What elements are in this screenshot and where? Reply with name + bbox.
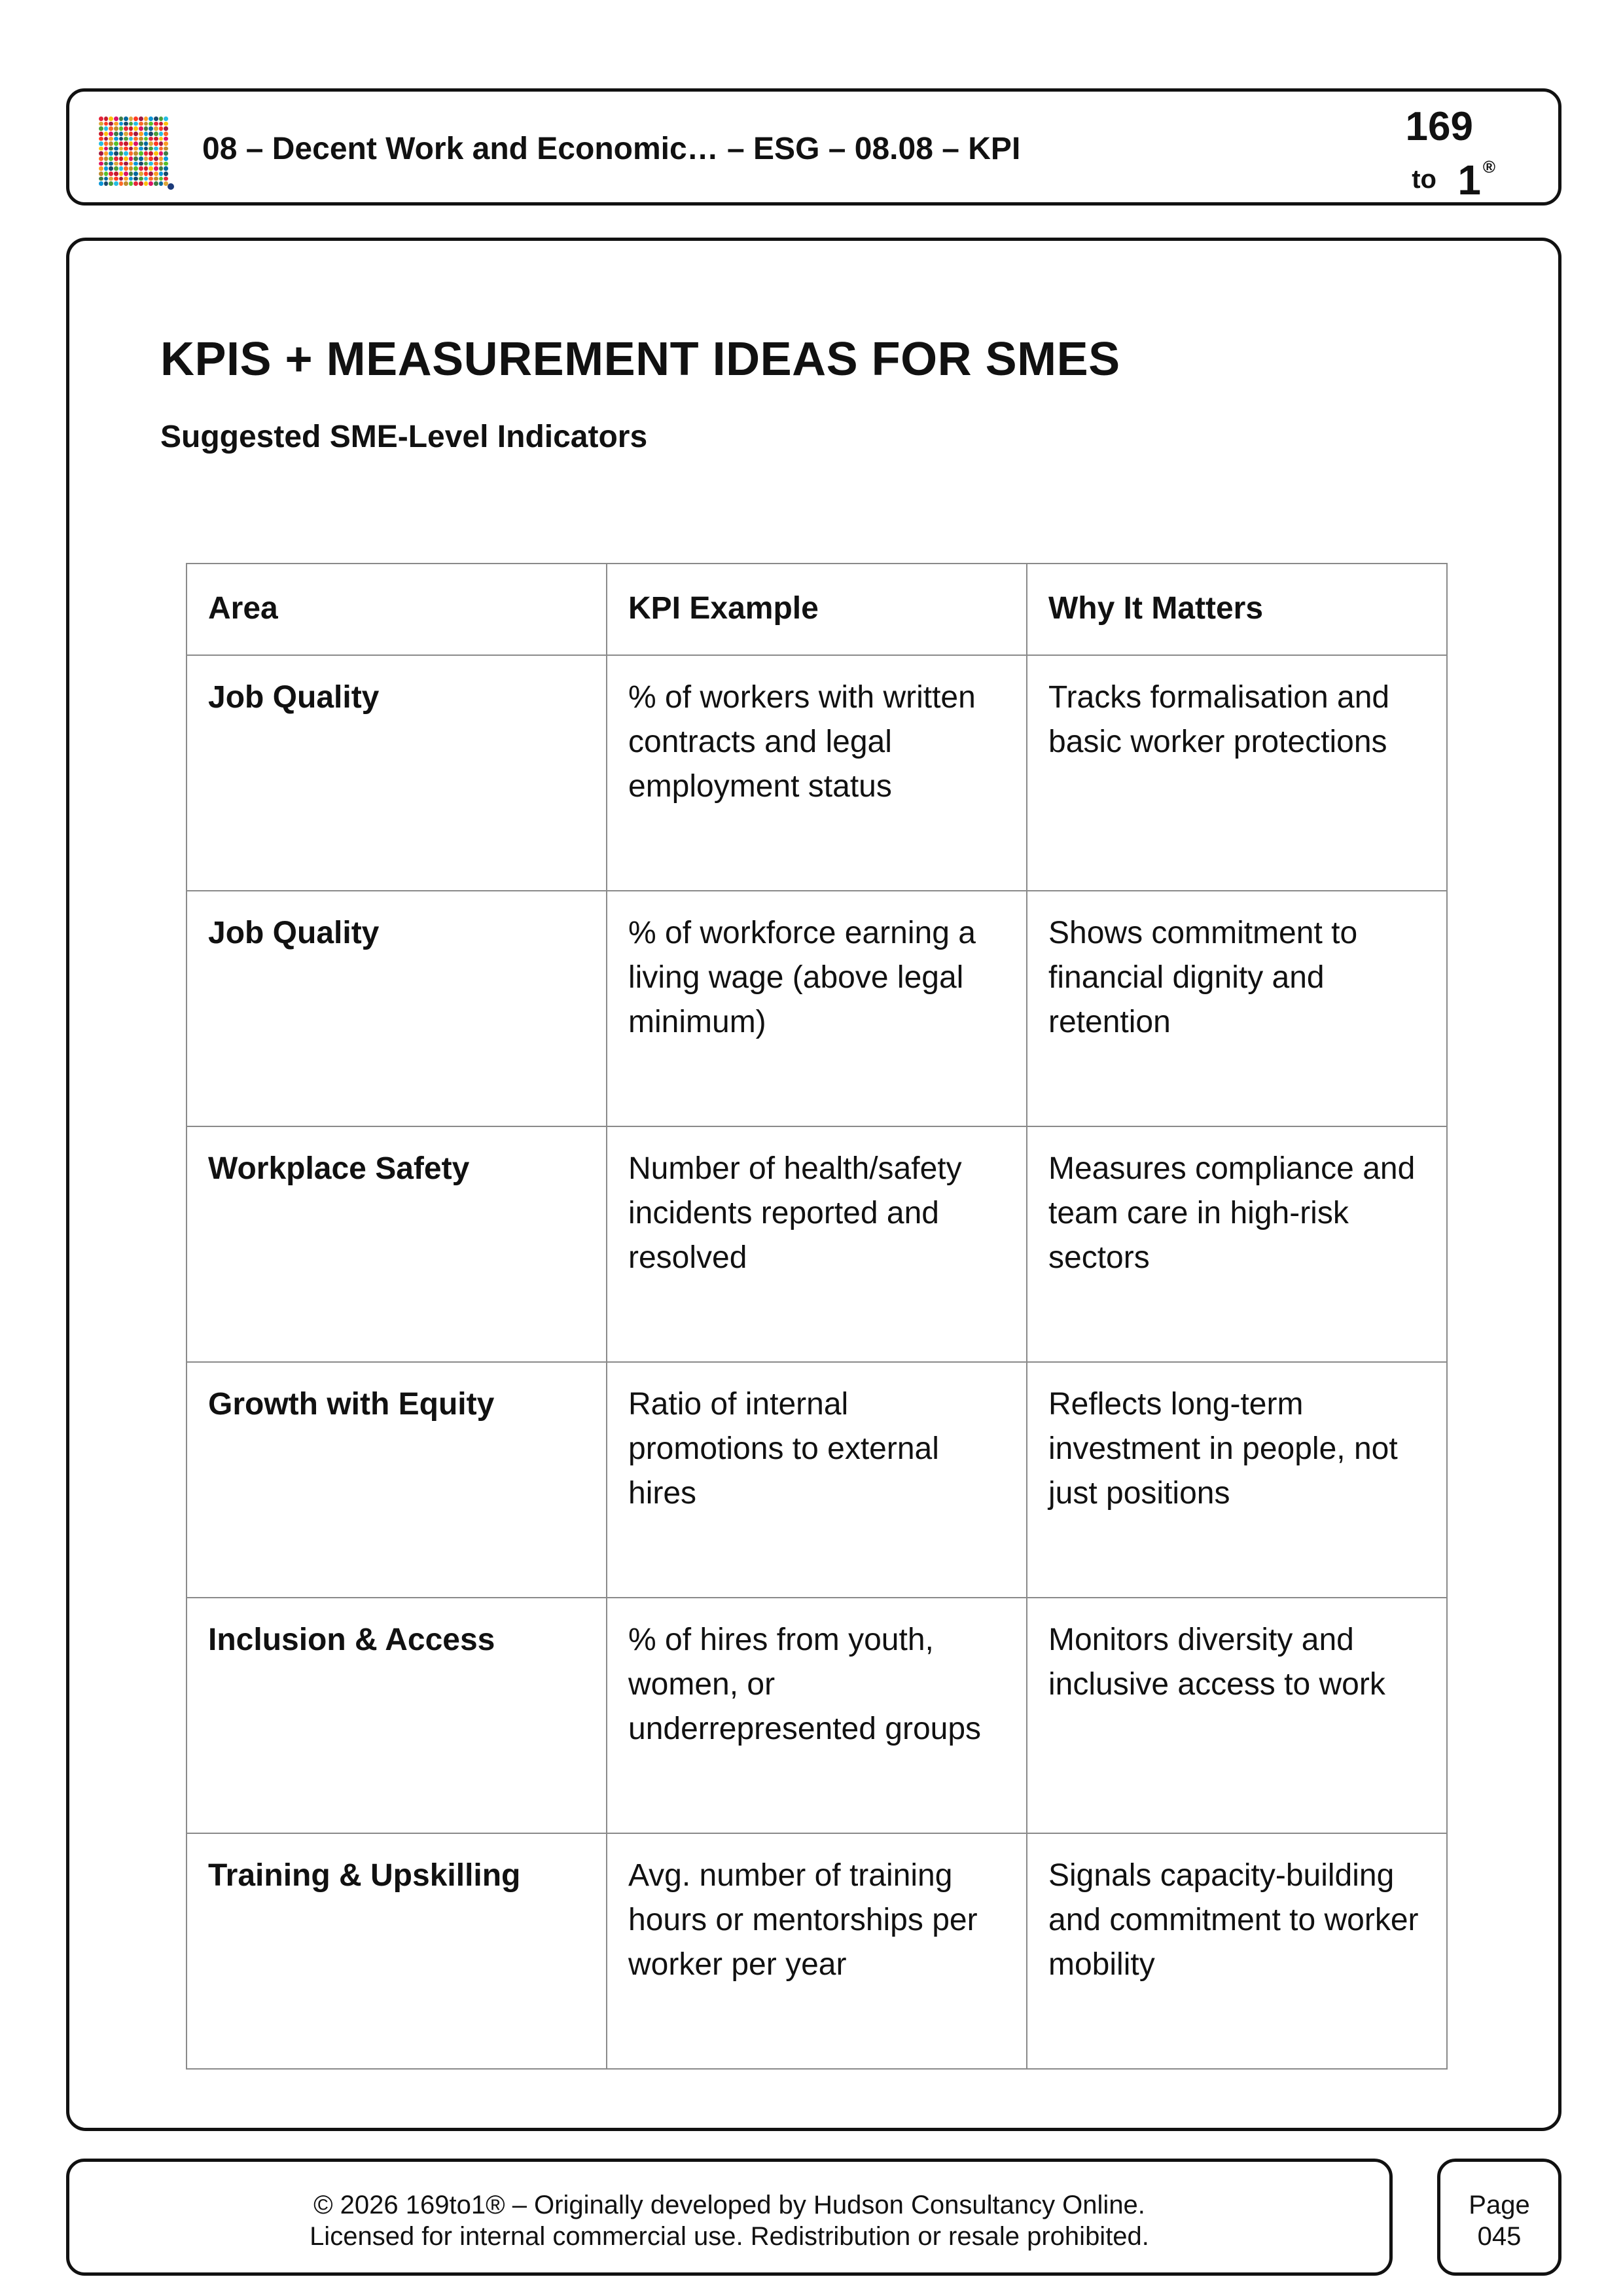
logo-dot-cell: [149, 171, 153, 176]
logo-dot-cell: [164, 177, 168, 181]
logo-dot-cell: [129, 126, 134, 131]
page-number-box: [1437, 2159, 1561, 2276]
logo-dot-cell: [124, 122, 128, 126]
logo-dot-cell: [144, 162, 149, 166]
logo-dot-cell: [124, 162, 128, 166]
area-cell: Job Quality: [187, 655, 607, 891]
logo-dot-cell: [139, 151, 143, 156]
logo-dot-cell: [164, 117, 168, 121]
logo-dot-cell: [164, 137, 168, 141]
logo-dot-cell: [139, 132, 143, 136]
logo-dot-cell: [99, 132, 103, 136]
logo-dot-cell: [144, 147, 149, 151]
logo-dot-cell: [164, 141, 168, 146]
logo-dot-cell: [114, 177, 118, 181]
logo-dot-cell: [114, 171, 118, 176]
header-why-it-matters: Why It Matters: [1027, 564, 1447, 655]
logo-dot-cell: [134, 177, 138, 181]
content-panel: [66, 238, 1561, 2131]
logo-dot-cell: [119, 122, 124, 126]
header-bar: [66, 88, 1561, 206]
area-cell: Inclusion & Access: [187, 1598, 607, 1833]
logo-dot-cell: [109, 171, 113, 176]
logo-dot-cell: [154, 177, 158, 181]
logo-dot-cell: [114, 126, 118, 131]
area-cell: Growth with Equity: [187, 1362, 607, 1598]
logo-dot-cell: [119, 151, 124, 156]
logo-dot-cell: [139, 162, 143, 166]
logo-dot-cell: [109, 141, 113, 146]
logo-dot-cell: [119, 137, 124, 141]
why-cell: Tracks formalisation and basic worker protections: [1027, 655, 1447, 891]
logo-dot-cell: [154, 171, 158, 176]
logo-dot-cell: [144, 117, 149, 121]
kpi-table: [186, 563, 1448, 2070]
why-cell: Shows commitment to financial dignity and retention: [1027, 891, 1447, 1126]
logo-dot-cell: [99, 162, 103, 166]
logo-dot-cell: [104, 177, 109, 181]
logo-dot-cell: [139, 171, 143, 176]
table-row: [187, 1598, 1447, 1833]
logo-dot-cell: [124, 137, 128, 141]
footer-notice: [66, 2159, 1393, 2276]
logo-dot-cell: [104, 122, 109, 126]
logo-dot-cell: [144, 151, 149, 156]
logo-dot-cell: [119, 117, 124, 121]
logo-dot-cell: [99, 166, 103, 171]
logo-dot-cell: [129, 141, 134, 146]
logo-dot-cell: [149, 177, 153, 181]
logo-dot-cell: [139, 147, 143, 151]
license-text: Licensed for internal commercial use. Redistribution or resale prohibited.: [310, 2222, 1149, 2251]
logo-dot-cell: [124, 117, 128, 121]
logo-dot-cell: [109, 117, 113, 121]
logo-dot-cell: [134, 171, 138, 176]
logo-dot-cell: [159, 156, 164, 161]
logo-dot-cell: [144, 177, 149, 181]
logo-dot-cell: [109, 126, 113, 131]
logo-dot-cell: [129, 181, 134, 186]
logo-dot-cell: [154, 151, 158, 156]
logo-dot-cell: [119, 156, 124, 161]
page-number: 045: [1477, 2222, 1522, 2251]
logo-dot-cell: [124, 132, 128, 136]
logo-dot-cell: [134, 137, 138, 141]
logo-dot-cell: [99, 156, 103, 161]
logo-dot-cell: [159, 137, 164, 141]
logo-dot-cell: [104, 126, 109, 131]
logo-dot-cell: [149, 132, 153, 136]
logo-dot-cell: [149, 141, 153, 146]
logo-dot-cell: [159, 122, 164, 126]
logo-dot-cell: [149, 166, 153, 171]
logo-dot-cell: [124, 177, 128, 181]
logo-dot-cell: [159, 126, 164, 131]
logo-dot-cell: [144, 122, 149, 126]
logo-dot-cell: [159, 166, 164, 171]
brand-logo: [1401, 98, 1499, 204]
brand-one: 1: [1457, 156, 1481, 204]
logo-dot-cell: [124, 171, 128, 176]
kpi-cell: % of workers with written contracts and legal employment status: [607, 655, 1027, 891]
logo-dot-cell: [104, 156, 109, 161]
logo-dot-cell: [114, 162, 118, 166]
brand-to: to: [1412, 165, 1436, 194]
logo-dot-cell: [134, 181, 138, 186]
logo-dot-cell: [114, 147, 118, 151]
logo-dot-cell: [124, 141, 128, 146]
logo-dot-cell: [114, 132, 118, 136]
area-cell: Job Quality: [187, 891, 607, 1126]
logo-dot-cell: [129, 122, 134, 126]
table-row: [187, 1362, 1447, 1598]
logo-dot-cell: [99, 151, 103, 156]
logo-dot-cell: [164, 147, 168, 151]
logo-dot-cell: [104, 181, 109, 186]
logo-dot-cell: [144, 156, 149, 161]
kpi-cell: Number of health/safety incidents reported and resolved: [607, 1126, 1027, 1362]
logo-dot-cell: [134, 132, 138, 136]
logo-dot-cell: [139, 166, 143, 171]
logo-dot-cell: [119, 162, 124, 166]
logo-dot-cell: [134, 166, 138, 171]
logo-dot-cell: [104, 132, 109, 136]
logo-dot-cell: [129, 166, 134, 171]
logo-dot-cell: [99, 181, 103, 186]
logo-dot-cell: [104, 117, 109, 121]
brand-registered: ®: [1482, 157, 1495, 177]
logo-dot-cell: [149, 137, 153, 141]
logo-dot-cell: [129, 151, 134, 156]
logo-dot-cell: [144, 181, 149, 186]
logo-dot-cell: [114, 141, 118, 146]
logo-dot-cell: [139, 156, 143, 161]
logo-dot-cell: [164, 151, 168, 156]
logo-dot-cell: [109, 147, 113, 151]
why-cell: Measures compliance and team care in high-risk sectors: [1027, 1126, 1447, 1362]
why-cell: Reflects long-term investment in people, not just positions: [1027, 1362, 1447, 1598]
logo-dot-cell: [104, 162, 109, 166]
logo-dot-cell: [159, 141, 164, 146]
logo-dot-cell: [149, 156, 153, 161]
logo-dot-cell: [159, 147, 164, 151]
logo-dot-cell: [109, 137, 113, 141]
logo-dot-cell: [149, 162, 153, 166]
logo-dot-cell: [109, 177, 113, 181]
logo-dot-cell: [104, 171, 109, 176]
logo-dot-cell: [119, 132, 124, 136]
kpi-cell: % of workforce earning a living wage (above legal minimum): [607, 891, 1027, 1126]
logo-dot-cell: [149, 126, 153, 131]
logo-dot-cell: [99, 137, 103, 141]
logo-dot-cell: [154, 141, 158, 146]
logo-dot-cell: [129, 162, 134, 166]
logo-dot-cell: [164, 162, 168, 166]
logo-dot-cell: [114, 122, 118, 126]
area-cell: Training & Upskilling: [187, 1833, 607, 2069]
logo-dot-cell: [154, 117, 158, 121]
logo-dot-cell: [134, 162, 138, 166]
logo-dot-cell: [124, 181, 128, 186]
logo-dot-cell: [129, 137, 134, 141]
page-title: KPIS + MEASUREMENT IDEAS FOR SMES: [160, 333, 1120, 386]
table-row: [187, 891, 1447, 1126]
kpi-cell: Ratio of internal promotions to external hires: [607, 1362, 1027, 1598]
logo-dot-cell: [144, 137, 149, 141]
logo-dot-cell: [144, 141, 149, 146]
logo-dot-cell: [134, 126, 138, 131]
logo-dot-cell: [154, 162, 158, 166]
logo-dot-cell: [129, 117, 134, 121]
logo-dot-cell: [134, 117, 138, 121]
document-title: 08 – Decent Work and Economic… – ESG – 08.08 – KPI: [202, 132, 1021, 166]
logo-dot-cell: [149, 117, 153, 121]
logo-dot-cell: [149, 151, 153, 156]
logo-dot-cell: [164, 132, 168, 136]
logo-dot-cell: [119, 166, 124, 171]
logo-dot-cell: [149, 181, 153, 186]
logo-dot-cell: [129, 171, 134, 176]
logo-dot-cell: [129, 156, 134, 161]
logo-dot-cell: [129, 132, 134, 136]
logo-dot-cell: [144, 171, 149, 176]
logo-dot-cell: [154, 156, 158, 161]
logo-dot-cell: [159, 151, 164, 156]
logo-dot-cell: [109, 166, 113, 171]
logo-dot-cell: [139, 137, 143, 141]
logo-dot-cell: [104, 137, 109, 141]
logo-dot-cell: [164, 126, 168, 131]
logo-dot-cell: [144, 132, 149, 136]
logo-dot-cell: [159, 162, 164, 166]
logo-dot-cell: [104, 166, 109, 171]
logo-dot-cell: [134, 141, 138, 146]
logo-dot-cell: [134, 151, 138, 156]
logo-dot-cell: [114, 156, 118, 161]
logo-dot-cell: [119, 126, 124, 131]
logo-dot-cell: [154, 122, 158, 126]
logo-dot-cell: [99, 122, 103, 126]
logo-dot-cell: [134, 122, 138, 126]
logo-dot-cell: [124, 126, 128, 131]
logo-dot-cell: [104, 141, 109, 146]
page-subtitle: Suggested SME-Level Indicators: [160, 420, 648, 454]
logo-dot-cell: [154, 166, 158, 171]
logo-dot-cell: [99, 147, 103, 151]
logo-dot-cell: [104, 151, 109, 156]
logo-dot-cell: [164, 166, 168, 171]
copyright-text: © 2026 169to1® – Originally developed by Hudson Consultancy Online.: [313, 2191, 1145, 2219]
logo-dot-cell: [114, 166, 118, 171]
logo-dot-cell: [139, 181, 143, 186]
header-kpi-example: KPI Example: [607, 564, 1027, 655]
logo-dot-cell: [129, 147, 134, 151]
logo-dot-cell: [139, 126, 143, 131]
logo-dot: [168, 183, 174, 190]
logo-dot-cell: [154, 137, 158, 141]
logo-dot-cell: [139, 177, 143, 181]
logo-dot-cell: [139, 141, 143, 146]
logo-dot-cell: [139, 122, 143, 126]
logo-dot-cell: [124, 166, 128, 171]
header-area: Area: [187, 564, 607, 655]
logo-dot-cell: [109, 122, 113, 126]
table-row: [187, 1126, 1447, 1362]
logo-dot-cell: [149, 147, 153, 151]
logo-dot-cell: [104, 147, 109, 151]
table-row: [187, 655, 1447, 891]
logo-dot-cell: [99, 171, 103, 176]
logo-dot-cell: [139, 117, 143, 121]
logo-dot-cell: [119, 171, 124, 176]
logo-dot-cell: [159, 132, 164, 136]
logo-dot-cell: [159, 171, 164, 176]
logo-dot-cell: [109, 162, 113, 166]
logo-dot-cell: [149, 122, 153, 126]
logo-dot-cell: [124, 156, 128, 161]
logo-dot-cell: [99, 126, 103, 131]
logo-dot-cell: [134, 147, 138, 151]
logo-dot-cell: [114, 151, 118, 156]
logo-dot-cell: [114, 181, 118, 186]
logo-dot-cell: [109, 156, 113, 161]
logo-dot-cell: [114, 117, 118, 121]
logo-dot-cell: [109, 132, 113, 136]
logo-dot-cell: [154, 147, 158, 151]
logo-dot-cell: [144, 166, 149, 171]
logo-dot-cell: [154, 126, 158, 131]
logo-dot-cell: [99, 141, 103, 146]
page-label: Page: [1469, 2191, 1530, 2219]
area-cell: Workplace Safety: [187, 1126, 607, 1362]
logo-dot-cell: [124, 151, 128, 156]
logo-dot-cell: [164, 156, 168, 161]
logo-dot-cell: [119, 181, 124, 186]
why-cell: Signals capacity-building and commitment to worker mobility: [1027, 1833, 1447, 2069]
logo-dot-cell: [109, 151, 113, 156]
logo-dot-cell: [164, 122, 168, 126]
logo-dot-cell: [119, 147, 124, 151]
table-row: [187, 1833, 1447, 2069]
brand-number: 169: [1405, 104, 1473, 149]
logo-dot-cell: [124, 147, 128, 151]
logo-dot-cell: [99, 177, 103, 181]
logo-dot-cell: [114, 137, 118, 141]
logo-dot-cell: [109, 181, 113, 186]
logo-dot-cell: [119, 141, 124, 146]
logo-dot-cell: [164, 171, 168, 176]
logo-dot-cell: [134, 156, 138, 161]
logo-dot-cell: [154, 181, 158, 186]
logo-dot-cell: [159, 181, 164, 186]
logo-dot-cell: [129, 177, 134, 181]
kpi-cell: Avg. number of training hours or mentorships per worker per year: [607, 1833, 1027, 2069]
why-cell: Monitors diversity and inclusive access to work: [1027, 1598, 1447, 1833]
logo-dot-cell: [99, 117, 103, 121]
logo-icon: [99, 117, 168, 186]
logo-dot-cell: [144, 126, 149, 131]
logo-dot-cell: [119, 177, 124, 181]
logo-dot-cell: [159, 177, 164, 181]
table-header-row: [187, 564, 1447, 655]
kpi-cell: % of hires from youth, women, or underrepresented groups: [607, 1598, 1027, 1833]
logo-dot-cell: [154, 132, 158, 136]
logo-dot-cell: [159, 117, 164, 121]
